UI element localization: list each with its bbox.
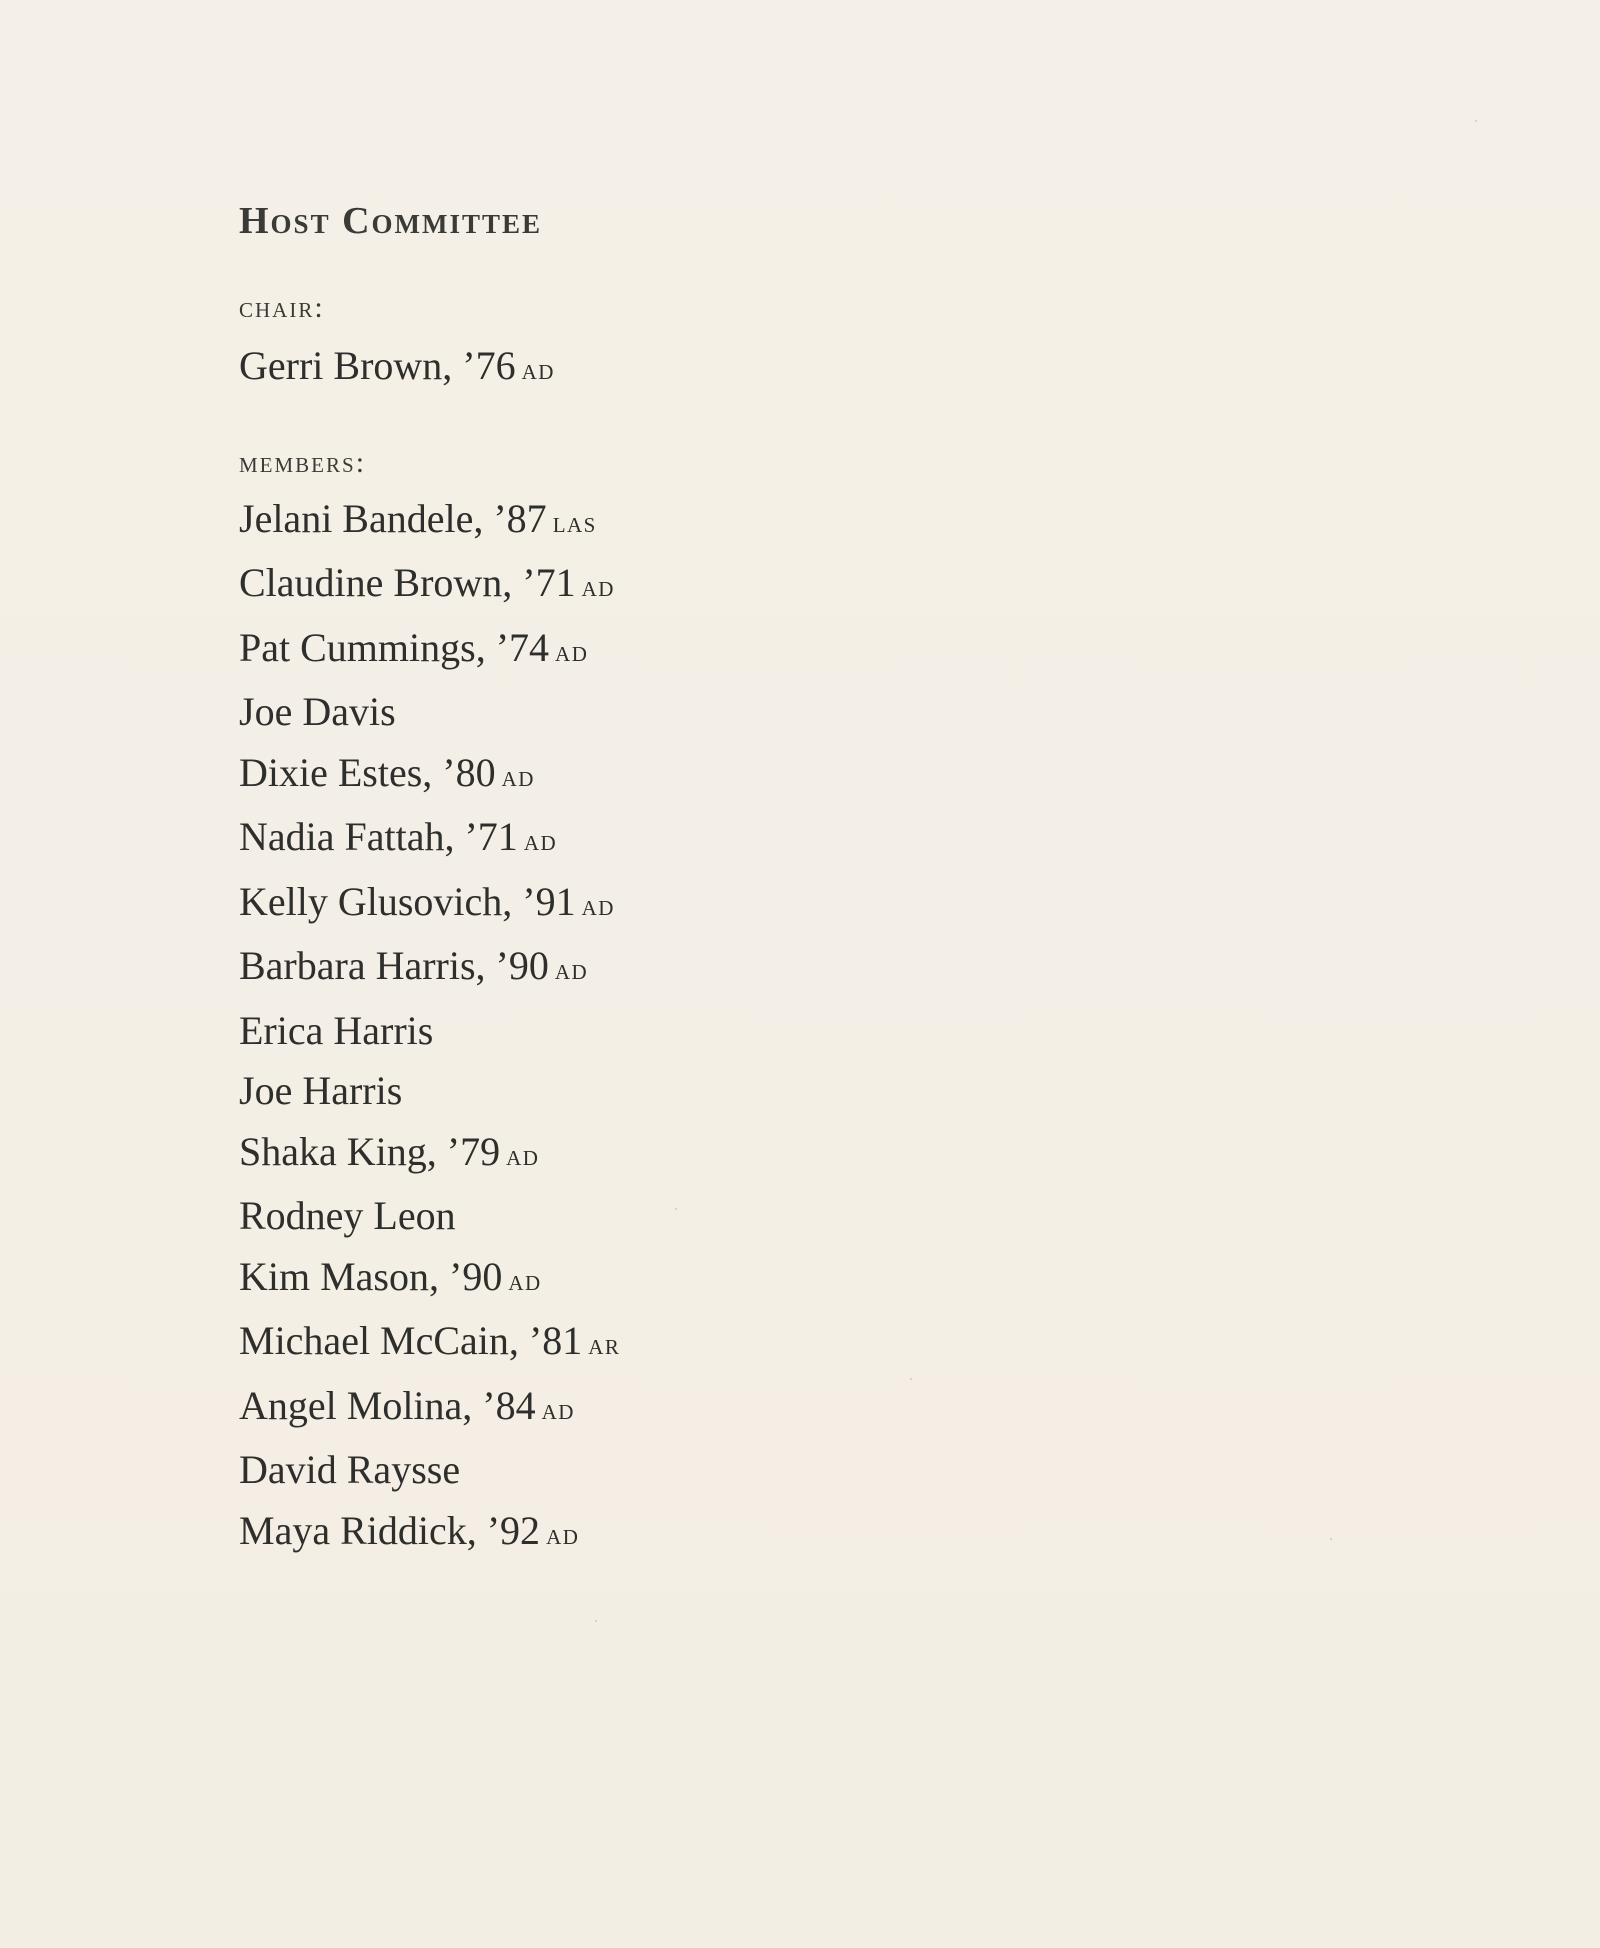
member-list-item <box>239 1247 939 1312</box>
member-school: las <box>552 505 597 539</box>
member-name: Claudine Brown, ’71 <box>239 560 576 605</box>
member-name: Michael McCain, ’81 <box>239 1318 583 1363</box>
paper-speck <box>1475 120 1477 122</box>
member-school: ad <box>501 759 535 793</box>
member-list-item <box>239 553 939 618</box>
member-name: Nadia Fattah, ’71 <box>239 814 518 859</box>
member-name: Kelly Glusovich, ’91 <box>239 878 576 924</box>
member-name: Rodney Leon <box>239 1193 456 1238</box>
chair-name: Gerri Brown, ’76 <box>239 343 516 388</box>
member-list-item <box>239 743 939 808</box>
member-name: Dixie Estes, ’80 <box>239 749 496 795</box>
member-school: ad <box>523 824 558 857</box>
member-school: ad <box>508 1263 542 1297</box>
member-name: Joe Davis <box>239 689 396 734</box>
chair-label: chair: <box>239 291 325 324</box>
member-name: David Raysse <box>239 1447 461 1492</box>
member-school: ad <box>554 953 589 986</box>
member-list-item <box>239 936 939 1001</box>
member-list-item <box>239 1061 939 1122</box>
member-school: ad <box>581 570 615 603</box>
member-list-item <box>239 618 939 683</box>
chair-name-line <box>239 336 939 401</box>
member-list-item <box>239 682 939 743</box>
paper-speck <box>595 1620 597 1622</box>
member-list-item <box>239 1186 939 1247</box>
member-list-item <box>239 1311 939 1376</box>
paper-speck <box>1330 1538 1332 1540</box>
member-school: ad <box>555 634 589 668</box>
member-name: Erica Harris <box>239 1007 434 1053</box>
member-name: Jelani Bandele, ’87 <box>239 495 547 541</box>
member-name: Barbara Harris, ’90 <box>239 943 549 988</box>
member-school: ad <box>506 1138 540 1172</box>
members-label: members: <box>239 445 367 479</box>
member-school: ad <box>546 1517 580 1551</box>
member-name: Shaka King, ’79 <box>239 1128 501 1174</box>
member-name: Kim Mason, ’90 <box>239 1253 503 1299</box>
member-name: Angel Molina, ’84 <box>239 1382 536 1428</box>
member-list-item <box>239 1440 939 1501</box>
member-list-item <box>239 1122 939 1187</box>
member-list-item <box>239 1376 939 1441</box>
member-name: Maya Riddick, ’92 <box>239 1507 541 1553</box>
member-list-item <box>239 1501 939 1566</box>
member-list-item <box>239 489 939 554</box>
member-list-item <box>239 807 939 872</box>
page-title: Host Committee <box>239 200 543 242</box>
member-school: ar <box>588 1328 621 1361</box>
member-school: ad <box>581 888 615 922</box>
member-name: Pat Cummings, ’74 <box>239 624 550 670</box>
member-school: ad <box>541 1392 575 1426</box>
member-list-item <box>239 1001 939 1062</box>
member-list-item <box>239 872 939 937</box>
members-list <box>239 489 939 1566</box>
host-committee-section <box>239 196 939 1565</box>
member-name: Joe Harris <box>239 1068 403 1113</box>
chair-school: ad <box>521 353 555 386</box>
